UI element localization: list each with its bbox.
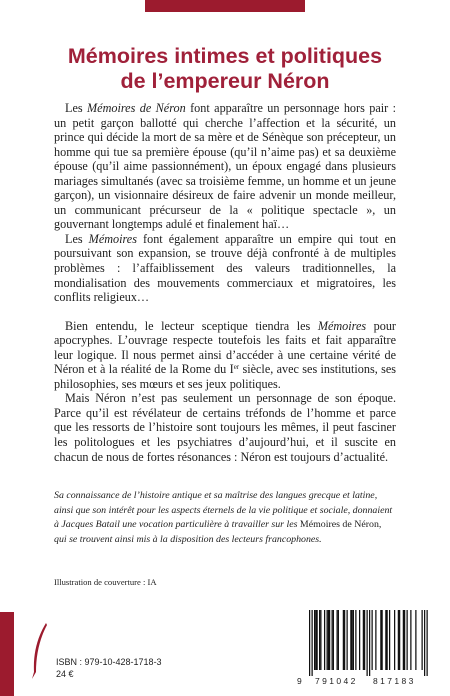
title-line-2: de l’empereur Néron xyxy=(120,69,330,93)
barcode-bar xyxy=(327,610,328,670)
barcode-bar xyxy=(382,610,383,670)
summary-paragraph-1 xyxy=(54,101,396,232)
barcode-right-group: 817183 xyxy=(373,676,416,686)
barcode-bar xyxy=(333,610,334,670)
barcode-bar xyxy=(312,610,313,676)
top-accent-bar xyxy=(145,0,305,12)
barcode-bar xyxy=(338,610,339,670)
barcode-bar xyxy=(424,610,425,676)
barcode-bar xyxy=(363,610,364,670)
barcode-bar xyxy=(320,610,321,670)
barcode-bar xyxy=(427,610,428,676)
barcode-bar xyxy=(380,610,381,670)
barcode-bar xyxy=(369,610,370,676)
barcode-bar xyxy=(404,610,405,670)
title-line-1: Mémoires intimes et politiques xyxy=(67,44,383,68)
barcode-bar xyxy=(337,610,338,670)
text-run: Bien entendu, le lecteur sceptique tiendra les xyxy=(65,318,318,333)
barcode-bar xyxy=(324,610,325,670)
barcode-bar xyxy=(355,610,356,670)
barcode-bar xyxy=(364,610,365,670)
emphasis-text: Mémoires de Néron xyxy=(87,101,186,115)
barcode-bar xyxy=(359,610,360,670)
emphasis-text: Mémoires xyxy=(88,231,137,246)
barcode-bar xyxy=(329,610,330,670)
text-run: Les xyxy=(65,231,89,246)
text-run: Sa connaissance de l’histoire antique et sa maîtrise des langues grecque et latine, ainsi que son intérêt pour les aspects éternels de la vie politique et sociale, donnaient à Jacques Batail une vocation particulière à travailler sur les xyxy=(54,490,393,530)
barcode xyxy=(295,610,435,686)
barcode-bar xyxy=(347,610,348,670)
barcode-bar xyxy=(344,610,345,670)
barcode-bar xyxy=(309,610,310,676)
barcode-bar xyxy=(367,610,368,676)
barcode-bar xyxy=(352,610,353,670)
barcode-bar xyxy=(398,610,399,670)
text-run: , qui se trouvent ainsi mis à la disposition des lecteurs francophones. xyxy=(54,519,382,545)
barcode-bar xyxy=(317,610,318,670)
barcode-bar xyxy=(328,610,329,670)
barcode-bar xyxy=(399,610,400,670)
left-accent-strip xyxy=(0,612,14,696)
barcode-bar xyxy=(350,610,351,670)
barcode-bar xyxy=(343,610,344,670)
barcode-bar xyxy=(332,610,333,670)
book-title xyxy=(40,44,410,94)
text-run: font également apparaître un empire qui tout en poursuivant son expansion, se trouve déjà confronté à de multiples problèmes : l’affaiblissement des valeurs traditionnelles, la mondialisation des mouvements commerciaux et migratoires, les conflits religieux… xyxy=(54,231,396,305)
summary-paragraph-3 xyxy=(54,319,396,392)
superscript: er xyxy=(233,363,240,372)
barcode-bar xyxy=(415,610,416,670)
barcode-bar xyxy=(407,610,408,670)
barcode-bar xyxy=(319,610,320,670)
barcode-bar xyxy=(353,610,354,670)
barcode-bar xyxy=(387,610,388,670)
barcode-bar xyxy=(403,610,404,670)
summary-paragraph-4: Mais Néron n’est pas seulement un personnage de son époque. Parce qu’il est révélateur de certains tréfonds de l’homme et parce que les ressorts de l’histoire sont toujours les mêmes, il peut fasciner les politologues et les psychiatres d’aujourd’hui, et il suscite en chacun de nous de fortes résonances : Néron est toujours d’actualité. xyxy=(54,391,396,464)
barcode-icon xyxy=(295,610,435,676)
barcode-bar xyxy=(315,610,316,670)
barcode-bar xyxy=(372,610,373,670)
barcode-lead-digit: 9 xyxy=(297,676,303,686)
text-run: Les xyxy=(65,101,88,115)
barcode-bar xyxy=(314,610,315,670)
barcode-bar xyxy=(385,610,386,670)
quill-icon xyxy=(30,622,48,680)
isbn-price-block xyxy=(56,656,162,680)
book-reference: Mémoires de Néron xyxy=(299,519,379,530)
emphasis-text: Mémoires xyxy=(317,318,367,333)
cover-credit: Illustration de couverture : IA xyxy=(54,577,157,587)
barcode-left-group: 791042 xyxy=(315,676,358,686)
isbn-number: ISBN : 979-10-428-1718-3 xyxy=(56,657,162,667)
barcode-bar xyxy=(422,610,423,670)
text-run: font apparaître un personnage hors pair : un petit garçon ballotté qui cherche l’affection et la sécurité, un prince qui décide la mort de sa mère et de Sénèque son précepteur, un homme qui tue sa première épouse (qu’il n’aime pas) et sa deuxième épouse (qu’il aime passionnément), un époux engagé dans plusieurs mariages simultanés (avec sa troisième femme, un homme et un jeune garçon), un visionnaire désireux de faire advenir un monde meilleur, un communicant précurseur de la « politique spectacle », un gouvernant longtemps adulé et finalement haï… xyxy=(54,101,396,232)
text-run: pour apocryphes. L’ouvrage respecte toutefois les faits et fait apparaître leur logique. Il nous permet ainsi d’accéder à une certaine vérité de Néron et à la réalité de la Rome du I xyxy=(54,318,396,377)
barcode-bar xyxy=(394,610,395,670)
back-cover-summary xyxy=(54,101,396,464)
author-bio xyxy=(54,489,396,547)
barcode-bar xyxy=(375,610,376,670)
barcode-bar xyxy=(410,610,411,670)
barcode-bar xyxy=(389,610,390,670)
summary-paragraph-2 xyxy=(54,232,396,305)
price: 24 € xyxy=(56,669,74,679)
text-run: siècle, avec ses institutions, ses philosophies, ses mœurs et ses jeux politiques. xyxy=(54,362,396,391)
